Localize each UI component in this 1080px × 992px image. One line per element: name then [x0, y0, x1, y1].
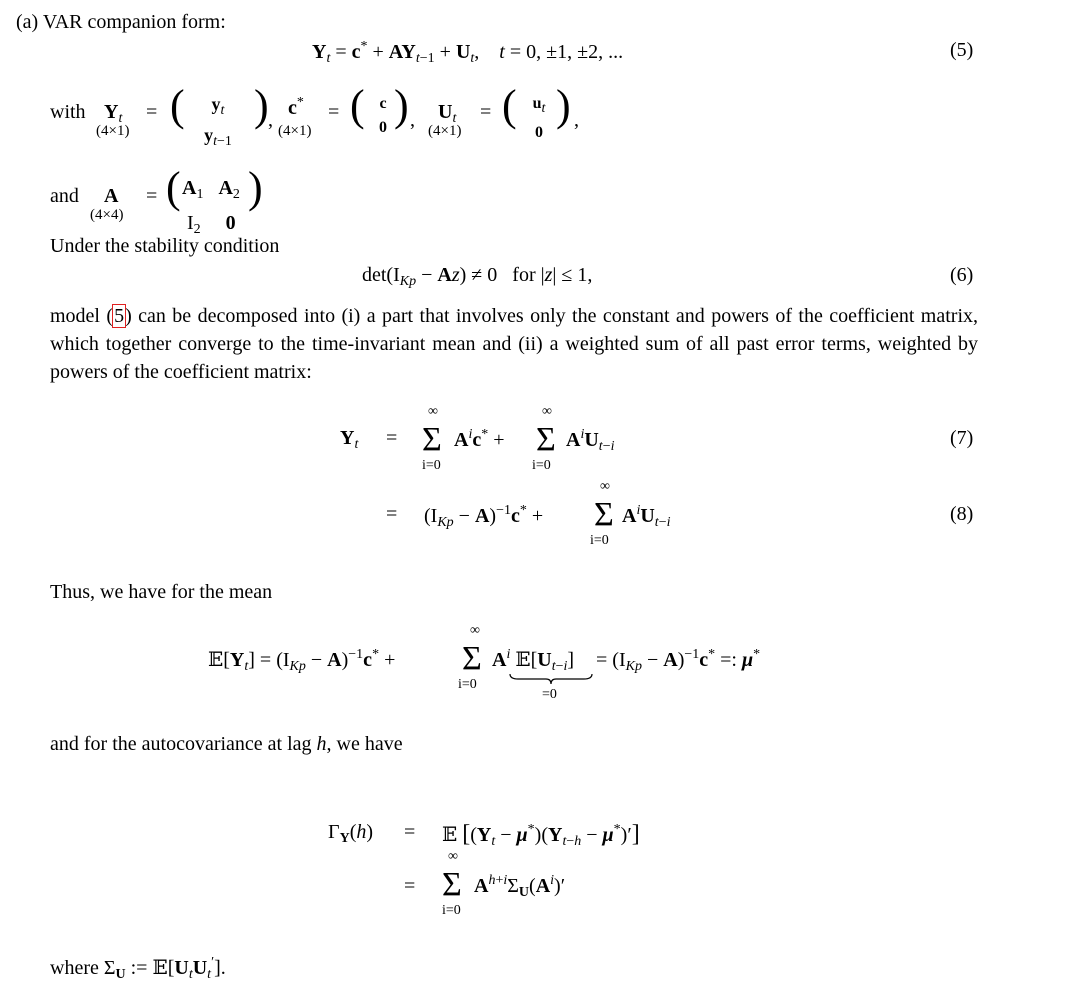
- equation-6: $\det(I_{Kp} - Az) \ne 0$ for |z| ≤ 1,: [362, 264, 593, 289]
- def-Y: $Y_t$: [104, 101, 123, 126]
- def-U: $U_t$: [438, 101, 457, 126]
- autocov-lhs: $\Gamma_Y(h)$: [328, 821, 374, 846]
- dim-c: (4×1): [278, 123, 312, 139]
- autocov-intro: and for the autocovariance at lag h, we have: [50, 733, 403, 755]
- equation-7-rhs: ∞ Σ i=0 $A^ic^*$ + ∞ Σ i=0 $A^iU_{t-i}$: [422, 404, 615, 473]
- dim-U: (4×1): [428, 123, 462, 139]
- c-entry: c: [379, 95, 387, 112]
- def-A: A: [104, 185, 119, 207]
- equation-8-number: (8): [950, 503, 974, 525]
- autocov-line1: 𝔼 $[(Y_t - \mu^*)(Y_{t-h} - \mu^*)']$: [442, 821, 640, 849]
- stability-intro: Under the stability condition: [50, 235, 280, 257]
- equation-5-number: (5): [950, 39, 974, 61]
- c-zero: 0: [379, 119, 387, 136]
- section-heading: (a) VAR companion form:: [16, 11, 226, 33]
- mean-equation: $𝔼[Y_t] = (I_{Kp} - A)^{-1}c^*$ + ∞ Σ i=0 $A^i$ $𝔼[U_{t-i}]$ =0 = $(I_{Kp} - A)^{-1}c^*$ =: μ*: [208, 623, 761, 702]
- autocov-line2: ∞ Σ i=0 $A^{h+i}\Sigma_U(A^i)'$: [442, 849, 566, 918]
- where-definition: where $\Sigma_U$ := $𝔼[U_tU_t']$.: [50, 955, 226, 982]
- equation-8-rhs: $(I_{Kp} - A)^{-1}c^*$ + ∞ Σ i=0 $A^iU_{t-i}$: [424, 479, 671, 548]
- vector-Y: (: [170, 81, 185, 130]
- equation-7: $Y_t$: [340, 427, 359, 452]
- equation-6-number: (6): [950, 264, 974, 286]
- decomposition-paragraph: model (5) can be decomposed into (i) a part that involves only the constant and powers of the coefficient matrix, which together converge to the time-invariant mean and (ii) a weighted sum of all past error terms, weighted by powers of the coefficient matrix:: [50, 305, 979, 383]
- with-label: with: [50, 101, 86, 123]
- def-c: c*: [288, 95, 304, 119]
- equation-7-number: (7): [950, 427, 974, 449]
- mean-intro: Thus, we have for the mean: [50, 581, 273, 603]
- equation-5: $Y_t = c^* + AY_{t-1} + U_t$, t = 0, ±1, ±2, ...: [312, 39, 624, 66]
- and-label: and: [50, 185, 79, 207]
- dim-A: (4×4): [90, 207, 124, 223]
- equation-reference-link[interactable]: 5: [114, 305, 125, 327]
- matrix-A: $A_1$ $A_2$ $I_2$ 0: [182, 177, 240, 237]
- dim-Y: (4×1): [96, 123, 130, 139]
- underbrace: [508, 672, 594, 686]
- underbrace-label: =0: [542, 687, 557, 702]
